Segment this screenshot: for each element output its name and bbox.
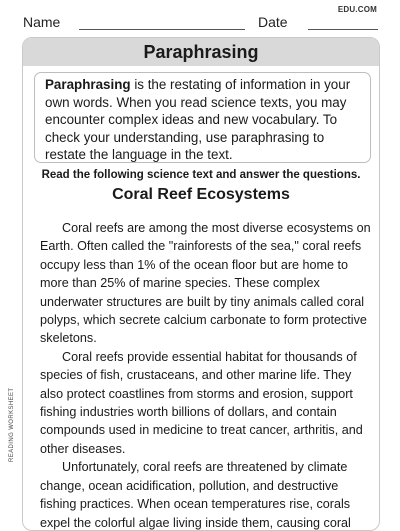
- name-label: Name: [23, 14, 61, 30]
- date-label: Date: [258, 14, 288, 30]
- passage-paragraph-2: Coral reefs provide essential habitat for thousands of species of fish, crustaceans, and other marine life. They also protect coastlines from storms and erosion, support fishing industries worth billions of dollars, and contain compounds used in medicine to treat cancer, arthritis, and other diseases.: [40, 349, 363, 456]
- instruction-text: Read the following science text and answer the questions.: [41, 169, 361, 181]
- name-field-line[interactable]: [79, 29, 245, 30]
- definition-box: [34, 72, 371, 163]
- brand-logo: EDU.COM: [337, 5, 377, 14]
- worksheet-title: Paraphrasing: [23, 38, 379, 66]
- passage-paragraph-3: Unfortunately, coral reefs are threatened by climate change, ocean acidification, pollution, and destructive fishing practices. When ocean temperatures rise, corals expel the colorful algae living inside them, causing coral: [40, 460, 351, 530]
- side-label: READING WORKSHEET: [9, 387, 15, 462]
- passage-paragraph-1: Coral reefs are among the most diverse ecosystems on Earth. Often called the "rainforests of the sea," coral reefs occupy less than 1% of the ocean floor but are home to more than 25% of marine species. These complex underwater structures are built by tiny animals called coral polyps, which secrete calcium carbonate to form protective skeletons.: [40, 221, 371, 346]
- header-line: [22, 9, 378, 29]
- passage: [40, 219, 373, 531]
- definition-term: Paraphrasing: [45, 77, 131, 92]
- date-field-line[interactable]: [308, 29, 378, 30]
- worksheet-card: [22, 37, 380, 531]
- definition-text: is the restating of information in your own words. When you read science texts, you may encounter complex ideas and new vocabulary. To check your understanding, use paraphrasing to restate the language in the text.: [45, 77, 351, 162]
- passage-title: Coral Reef Ecosystems: [112, 186, 290, 203]
